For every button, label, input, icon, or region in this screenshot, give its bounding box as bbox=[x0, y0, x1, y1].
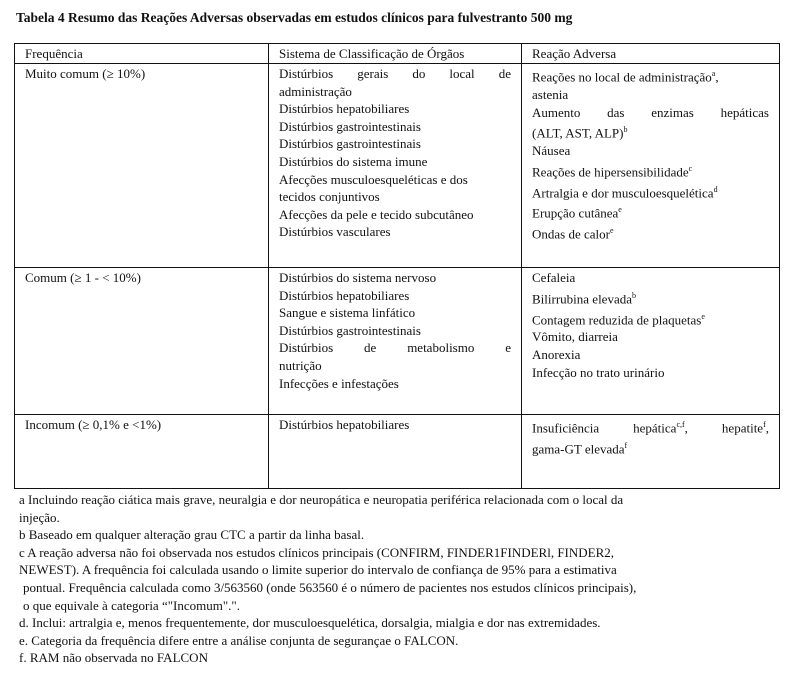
organ-system-item: nutrição bbox=[279, 357, 322, 373]
table-row bbox=[15, 64, 780, 268]
adverse-reactions-table bbox=[14, 43, 780, 489]
header-frequency: Frequência bbox=[15, 44, 269, 64]
adverse-reaction-item: Cefaleia bbox=[532, 270, 576, 285]
table-row bbox=[15, 268, 780, 415]
superscript: e bbox=[609, 226, 614, 236]
footnote-line: o que equivale à categoria “"Incomum".". bbox=[23, 597, 240, 613]
organ-system-item: Infecções e infestações bbox=[279, 375, 399, 391]
adverse-reaction-item: Bilirrubina elevada$^b$ bbox=[532, 290, 636, 306]
organ-system-item: Distúrbios hepatobiliares bbox=[279, 101, 410, 117]
header-organ-system: Sistema de Classificação de Órgãos bbox=[269, 44, 522, 64]
organ-system-item: Distúrbios do sistema nervoso bbox=[279, 270, 437, 285]
adverse-reaction-item: Aumento das enzimas hepáticas bbox=[532, 104, 769, 120]
organ-system-item: Distúrbios gerais do local de bbox=[279, 66, 511, 81]
footnote-line: injeção. bbox=[19, 509, 60, 525]
adverse-reaction-item: Náusea bbox=[532, 143, 571, 159]
superscript: f bbox=[763, 420, 766, 429]
adverse-reaction-item: Ondas de calor$^e$ bbox=[532, 226, 614, 242]
superscript: c,f bbox=[676, 420, 685, 429]
organ-system-item: Afecções da pele e tecido subcutâneo bbox=[279, 206, 474, 222]
superscript: b bbox=[623, 125, 628, 135]
organ-system-item: Sangue e sistema linfático bbox=[279, 305, 416, 321]
organ-system-cell bbox=[269, 415, 522, 489]
adverse-reaction-cell bbox=[522, 268, 780, 415]
adverse-reaction-cell bbox=[522, 415, 780, 489]
adverse-reaction-item: Insuficiência hepática$^{c,f}$, hepatite$^f$, bbox=[532, 420, 769, 436]
adverse-reaction-item: gama-GT elevada$^f$ bbox=[532, 440, 628, 457]
frequency-cell: Incomum (≥ 0,1% e <1%) bbox=[15, 415, 269, 489]
header-adverse-reaction: Reação Adversa bbox=[522, 44, 780, 64]
adverse-reaction-item: Contagem reduzida de plaquetas$^e$ bbox=[532, 311, 705, 327]
footnote-line: b Baseado em qualquer alteração grau CTC a partir da linha basal. bbox=[19, 527, 365, 543]
superscript: a bbox=[711, 69, 716, 78]
adverse-reaction-item: Anorexia bbox=[532, 347, 581, 363]
organ-system-item: Distúrbios do sistema imune bbox=[279, 153, 428, 169]
footnotes bbox=[19, 491, 777, 667]
table-header-row bbox=[15, 44, 780, 64]
organ-system-cell bbox=[269, 268, 522, 415]
adverse-reaction-item: Reações de hipersensibilidade$^c$ bbox=[532, 163, 693, 179]
organ-system-item: Distúrbios hepatobiliares bbox=[279, 287, 410, 303]
footnote-line: pontual. Frequência calculada como 3/563560 (onde 563560 é o número de pacientes nos estudos clínicos principais), bbox=[23, 579, 637, 595]
superscript: e bbox=[701, 311, 705, 321]
adverse-reaction-item: Vômito, diarreia bbox=[532, 329, 618, 345]
superscript: e bbox=[618, 205, 622, 215]
organ-system-item: Distúrbios gastrointestinais bbox=[279, 136, 421, 152]
adverse-reaction-item: Infecção no trato urinário bbox=[532, 364, 665, 380]
organ-system-item: tecidos conjuntivos bbox=[279, 189, 380, 205]
organ-system-item: Distúrbios vasculares bbox=[279, 224, 391, 240]
organ-system-cell bbox=[269, 64, 522, 268]
organ-system-item: Distúrbios de metabolismo e bbox=[279, 340, 511, 356]
superscript: d bbox=[713, 184, 718, 194]
footnote-line: e. Categoria da frequência difere entre a análise conjunta de segurançae o FALCON. bbox=[19, 632, 459, 648]
footnote-line: a Incluindo reação ciática mais grave, neuralgia e dor neuropática e neuropatia periférica relacionada com o local da bbox=[19, 492, 624, 507]
organ-system-item: Distúrbios gastrointestinais bbox=[279, 118, 421, 134]
footnote-line: d. Inclui: artralgia e, menos frequentemente, dor musculoesquelética, dorsalgia, mialgia e dor nas extremidades. bbox=[19, 615, 601, 631]
footnote-line: NEWEST). A frequência foi calculada usando o limite superior do intervalo de confiança de 95% para a estimativa bbox=[19, 562, 617, 578]
frequency-cell: Muito comum (≥ 10%) bbox=[15, 64, 269, 268]
superscript: f bbox=[624, 440, 628, 450]
frequency-cell: Comum (≥ 1 - < 10%) bbox=[15, 268, 269, 415]
adverse-reaction-item: Erupção cutânea$^e$ bbox=[532, 205, 622, 221]
table-row bbox=[15, 415, 780, 489]
adverse-reaction-cell bbox=[522, 64, 780, 268]
organ-system-item: Distúrbios gastrointestinais bbox=[279, 322, 421, 338]
adverse-reaction-item: Reações no local de administração$^a$, bbox=[532, 69, 719, 85]
superscript: b bbox=[632, 290, 636, 300]
adverse-reaction-item: (ALT, AST, ALP)$^b$ bbox=[532, 125, 628, 141]
footnote-line: c A reação adversa não foi observada nos estudos clínicos principais (CONFIRM, FINDER1FINDERl, FINDER2, bbox=[19, 544, 615, 560]
table-caption: Tabela 4 Resumo das Reações Adversas observadas em estudos clínicos para fulvestranto 500 mg bbox=[16, 10, 573, 25]
organ-system-item: administração bbox=[279, 83, 352, 99]
adverse-reaction-item: Artralgia e dor musculoesquelética$^d$ bbox=[532, 184, 718, 200]
adverse-reaction-item: astenia bbox=[532, 86, 569, 102]
footnote-line: f. RAM não observada no FALCON bbox=[19, 650, 208, 666]
organ-system-item: Distúrbios hepatobiliares bbox=[279, 417, 410, 432]
organ-system-item: Afecções musculoesqueléticas e dos bbox=[279, 171, 468, 187]
superscript: c bbox=[688, 163, 693, 173]
